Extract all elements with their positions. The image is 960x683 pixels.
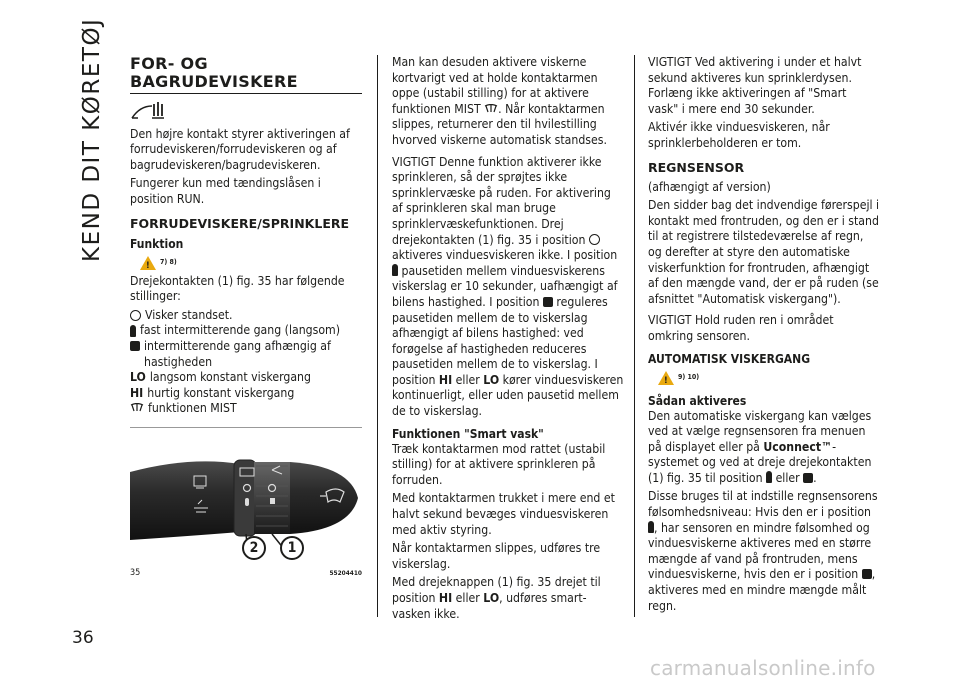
vigtigt-paragraph: VIGTIGT Ved aktivering i under et halvt sekund aktiveres kun sprinklerdysen. Forlæng ikke aktiveringen af "Smart vask" i mere end 30 sekunder. <box>648 55 862 116</box>
wiper-washer-icon <box>130 100 170 122</box>
column-divider <box>377 55 378 617</box>
vigtigt-paragraph: VIGTIGT Denne funktion aktiverer ikke sprinkleren, så der sprøjtes ikke sprinklervæske på ruden. For aktivering af sprinkleren skal man bruge sprinklervæskefunktionen. Drej drejekontakten (1) fig. 35 i position aktiveres vinduesviskeren ikke. I position pausetiden mellem vinduesviskerens viskerslag er 10 sekunder, uafhængigt af bilens hastighed. I position reguleres pausetiden mellem de to viskerslag afhængigt af bilens hastighed: ved forøgelse af hastigheden reduceres pausetiden mellem de to viskerslag. I position HI eller LO kører vinduesviskeren kontinuerligt, eller uden pausetid mellem de to viskerslag. <box>392 154 624 419</box>
column-3 <box>648 55 880 617</box>
intermittent-slow-icon <box>392 264 398 276</box>
intermittent-speed-icon <box>543 297 553 307</box>
aktiver-paragraph: Aktivér ikke vinduesviskeren, når sprinklerbeholderen er tom. <box>648 120 830 150</box>
mist-icon <box>484 104 498 114</box>
watermark: carmanualsonline.info <box>650 656 876 680</box>
intermittent-slow-icon <box>130 325 136 337</box>
subheading-forrudeviskere: FORRUDEVISKERE/SPRINKLERE <box>130 215 350 231</box>
section-side-title: KEND DIT KØRETØJ <box>79 17 105 262</box>
intermittent-speed-icon <box>130 341 140 351</box>
list-item: Visker standset. <box>130 308 362 324</box>
intro-paragraph-2: Fungerer kun med tændingslåsen i position RUN. <box>130 176 321 206</box>
smart-vask-paragraph-2: Med kontaktarmen trukket i mere end et halvt sekund bevæges vinduesviskeren med aktiv styring. <box>392 491 615 537</box>
hi-label: HI <box>130 385 144 400</box>
saadan-heading: Sådan aktiveres <box>648 393 747 408</box>
column-2 <box>392 55 624 625</box>
smart-vask-paragraph-1: Træk kontaktarmen mod rattet (ustabil stilling) for at aktivere sprinkleren på forruden. <box>392 441 606 487</box>
warning-triangle-icon <box>140 256 156 270</box>
warning-reference: ! 7) 8) <box>130 252 362 274</box>
regnsensor-subtitle: (afhængigt af version) <box>648 179 771 194</box>
list-item: HI hurtig konstant viskergang <box>130 385 295 400</box>
intro-paragraph: Den højre kontakt styrer aktiveringen af forrudeviskeren/forrudeviskeren og af bagrudeviskeren/bagrudeviskeren. <box>130 126 350 172</box>
intermittent-speed-icon <box>803 473 813 483</box>
auto-viskergang-heading: AUTOMATISK VISKERGANG <box>648 351 811 366</box>
warning-triangle-icon <box>658 371 674 385</box>
list-item: funktionen MIST <box>130 401 362 417</box>
smart-vask-paragraph-3: Når kontaktarmen slippes, udføres tre viskerslag. <box>392 541 601 571</box>
smart-vask-heading: Funktionen "Smart vask" <box>392 426 544 441</box>
mist-icon <box>130 403 144 413</box>
funktion-heading: Funktion <box>130 236 184 251</box>
intermittent-speed-icon <box>862 569 872 579</box>
circle-off-icon <box>130 310 141 321</box>
list-item: fast intermitterende gang (langsom) <box>130 323 362 339</box>
section-heading: FOR- OG BAGRUDEVISKERE <box>130 55 362 94</box>
lo-label: LO <box>130 370 146 385</box>
column-divider <box>634 55 635 617</box>
auto-paragraph-2: Disse bruges til at indstille regnsensorens følsomhedsniveau: Hvis den er i position , har sensoren en mindre følsomhed og vinduesviskerne aktiveres med en større mængde af vand på frontruden, mens vinduesviskerne, hvis den er i position , aktiveres med en mindre mængde målt regn. <box>648 489 878 613</box>
smart-vask-paragraph-4: Med drejeknappen (1) fig. 35 drejet til position HI eller LO, udføres smart-vasken ikke. <box>392 575 601 621</box>
figure-number: 35 <box>130 567 141 578</box>
drej-paragraph: Drejekontakten (1) fig. 35 har følgende stillinger: <box>130 273 345 304</box>
regnsensor-paragraph: Den sidder bag det indvendige førerspejl i kontakt med frontruden, og den er i stand til at registrere tilstedeværelse af regn, og derefter at styre den automatiske viskerfunktion for frontruden, afhængigt af den mængde vand, der er på ruden (se afsnittet "Automatisk viskergang"). <box>648 198 880 306</box>
figure-code: 55204410 <box>329 568 362 577</box>
intermittent-slow-icon <box>766 471 772 483</box>
regnsensor-heading: REGNSENSOR <box>648 159 745 175</box>
list-item: LO langsom konstant viskergang <box>130 370 311 385</box>
auto-paragraph-1: Den automatiske viskergang kan vælges ved at vælge regnsensoren fra menuen på displayet eller på Uconnect™-systemet og ved at dreje drejekontakten (1) fig. 35 til position eller . <box>648 408 872 485</box>
warning-reference: ! 9) 10) <box>648 367 880 389</box>
callout-2: 2 <box>242 536 266 560</box>
mist-paragraph: Man kan desuden aktivere viskerne kortvarigt ved at holde kontaktarmen oppe (ustabil stilling) for at aktivere funktionen MIST . Når kontaktarmen slippes, returnerer den til hvilestilling hvorved viskerne automatisk standses. <box>392 55 607 147</box>
callout-1: 1 <box>280 536 304 560</box>
regnsensor-vigtigt: VIGTIGT Hold ruden ren i området omkring sensoren. <box>648 313 834 343</box>
circle-off-icon <box>589 234 600 245</box>
page-number: 36 <box>72 628 94 648</box>
figure-35 <box>130 427 362 582</box>
column-1 <box>130 55 362 582</box>
figure-caption <box>130 566 362 582</box>
list-item: intermitterende gang afhængig af hastigheden <box>130 339 362 370</box>
